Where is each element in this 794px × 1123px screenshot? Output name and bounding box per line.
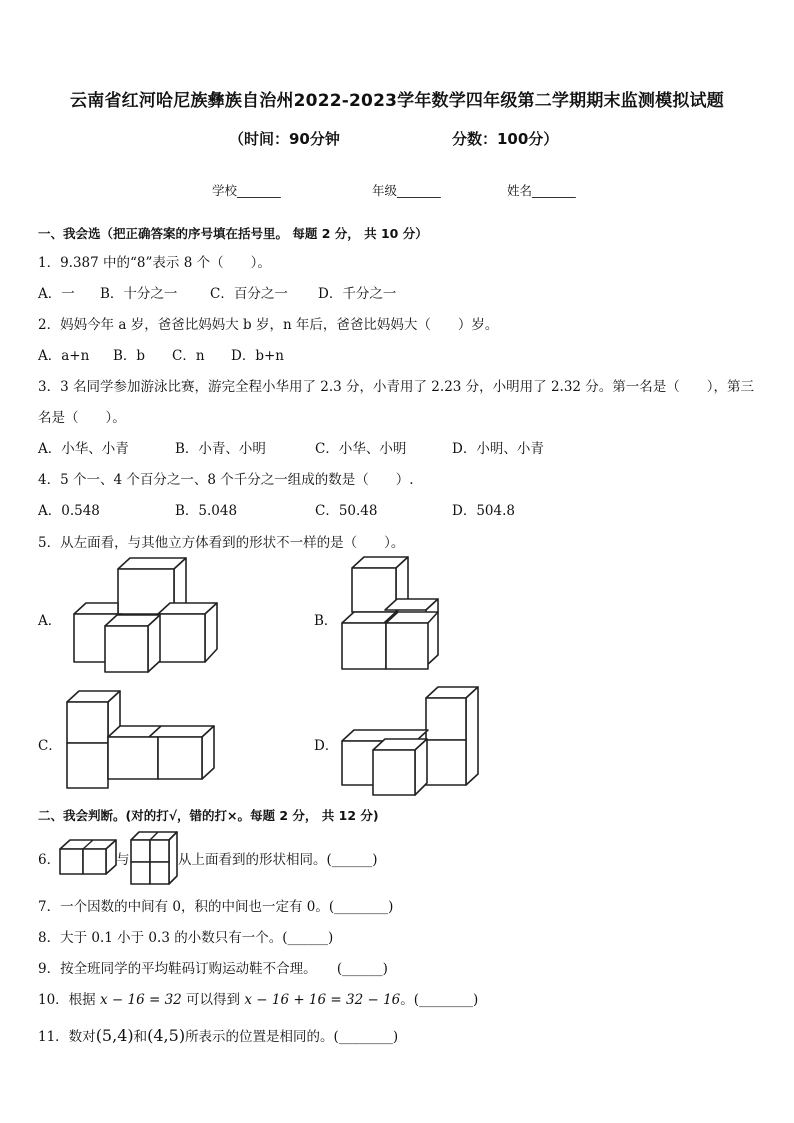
option-c[interactable]: C．小华、小明 — [315, 441, 407, 457]
top-view-figure-2 — [128, 830, 180, 886]
question-3-cont: 名是（ ）。 — [38, 410, 126, 426]
cube-figure-b[interactable] — [340, 556, 450, 676]
exam-time: （时间：90分钟 — [229, 130, 340, 148]
question-6-number: 6． — [38, 852, 61, 868]
question-10-suffix: 。(________) — [400, 992, 479, 1008]
grade-field[interactable]: 年级_______ — [372, 183, 441, 198]
question-10-mid: 可以得到 — [181, 992, 245, 1008]
question-7: 7．一个因数的中间有 0，积的中间也一定有 0。(________) — [38, 899, 394, 915]
option-b[interactable]: B．b — [113, 348, 146, 364]
question-2: 2．妈妈今年 a 岁，爸爸比妈妈大 b 岁，n 年后，爸爸比妈妈大（ ）岁。 — [38, 317, 499, 333]
question-6-text: 从上面看到的形状相同。(______) — [178, 852, 378, 868]
question-4: 4．5 个一、4 个百分之一、8 个千分之一组成的数是（ ）. — [38, 472, 414, 488]
exam-score: 分数：100分） — [452, 130, 559, 148]
figure-label-c[interactable]: C． — [38, 738, 62, 754]
section-heading: 二、我会判断。(对的打√，错的打×。每题 2 分， 共 12 分) — [38, 808, 379, 823]
top-view-figure-1 — [58, 837, 120, 877]
option-a[interactable]: A．小华、小青 — [38, 441, 129, 457]
equation-1: x − 16 = 32 — [99, 992, 182, 1008]
option-b[interactable]: B．十分之一 — [100, 286, 178, 302]
option-c[interactable]: C．50.48 — [315, 503, 378, 519]
option-d[interactable]: D．千分之一 — [318, 286, 397, 302]
cube-figure-a[interactable] — [70, 556, 220, 676]
name-field[interactable]: 姓名_______ — [507, 183, 576, 198]
option-d[interactable]: D．b+n — [231, 348, 284, 364]
question-11 — [38, 1025, 398, 1045]
question-11-prefix: 11．数对 — [38, 1029, 96, 1045]
figure-label-b[interactable]: B． — [314, 613, 338, 629]
option-a[interactable]: A．一 — [38, 286, 75, 302]
option-d[interactable]: D．小明、小青 — [452, 441, 544, 457]
pair-2: (4,5) — [147, 1026, 186, 1045]
option-c[interactable]: C．n — [172, 348, 205, 364]
question-10-prefix: 10．根据 — [38, 992, 100, 1008]
section-heading: 一、我会选（把正确答案的序号填在括号里。 每题 2 分， 共 10 分） — [38, 226, 428, 241]
option-d[interactable]: D．504.8 — [452, 503, 515, 519]
question-11-suffix: 所表示的位置是相同的。(________) — [185, 1029, 399, 1045]
equation-2: x − 16 + 16 = 32 − 16 — [244, 992, 401, 1008]
question-10 — [38, 988, 478, 1008]
page-title: 云南省红河哈尼族彝族自治州2022-2023学年数学四年级第二学期期末监测模拟试题 — [70, 91, 724, 111]
question-3: 3．3 名同学参加游泳比赛，游完全程小华用了 2.3 分，小青用了 2.23 分，小明用了 2.32 分。第一名是（ ），第三 — [38, 379, 755, 395]
question-1: 1．9.387 中的“8”表示 8 个（ ）。 — [38, 255, 271, 271]
question-5: 5．从左面看，与其他立方体看到的形状不一样的是（ ）。 — [38, 535, 405, 551]
question-11-conj: 和 — [133, 1029, 148, 1045]
question-6-conj: 与 — [116, 852, 130, 868]
figure-label-a[interactable]: A． — [38, 613, 62, 629]
cube-figure-d[interactable] — [340, 686, 485, 801]
figure-label-d[interactable]: D． — [314, 738, 339, 754]
option-c[interactable]: C．百分之一 — [210, 286, 288, 302]
question-9: 9．按全班同学的平均鞋码订购运动鞋不合理。 (______) — [38, 961, 388, 977]
option-b[interactable]: B．5.048 — [175, 503, 238, 519]
option-b[interactable]: B．小青、小明 — [175, 441, 266, 457]
question-8: 8．大于 0.1 小于 0.3 的小数只有一个。(______) — [38, 930, 334, 946]
school-field[interactable]: 学校_______ — [212, 183, 281, 198]
cube-figure-c[interactable] — [64, 688, 224, 793]
option-a[interactable]: A．0.548 — [38, 503, 100, 519]
option-a[interactable]: A．a+n — [38, 348, 90, 364]
pair-1: (5,4) — [95, 1026, 134, 1045]
